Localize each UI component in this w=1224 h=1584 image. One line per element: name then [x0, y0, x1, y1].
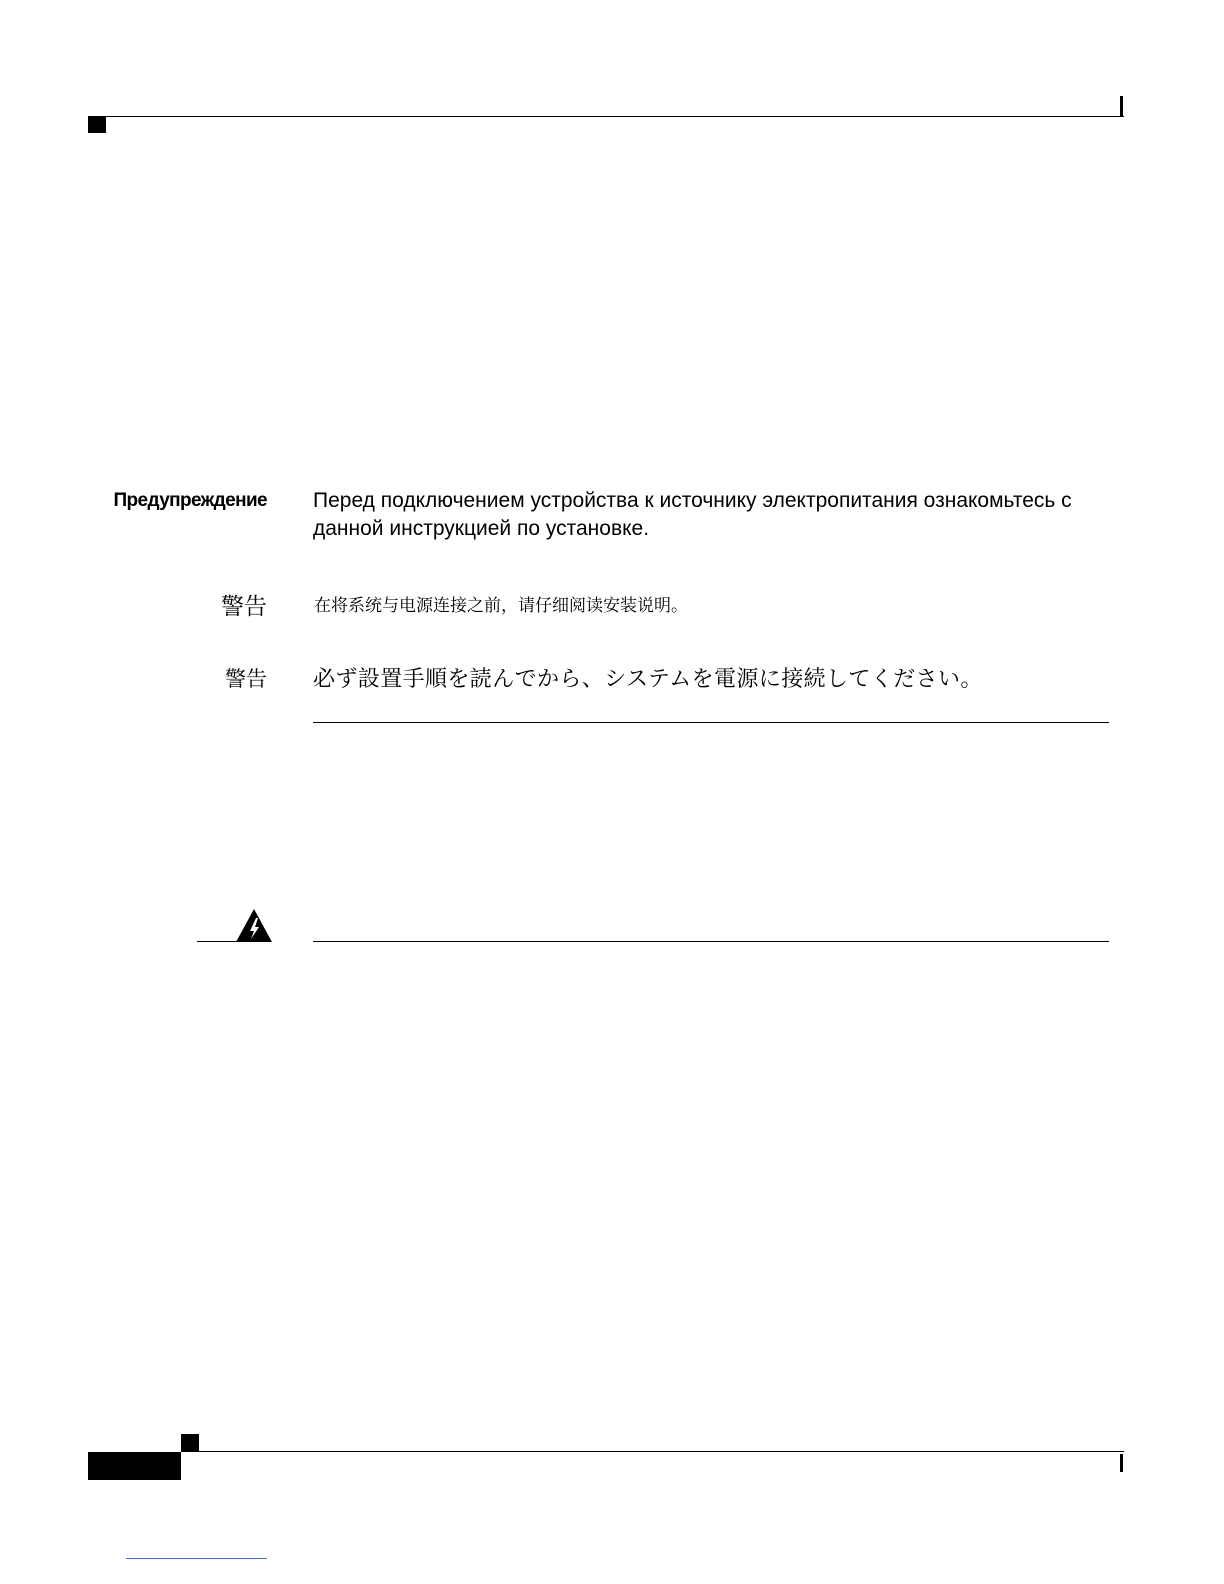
- warning-label-chinese: 警告: [221, 593, 267, 619]
- header-right-tick: [1120, 96, 1123, 116]
- header-rule: [88, 116, 1124, 117]
- footer-link-underline[interactable]: [126, 1558, 267, 1559]
- warning-icon-rule: [197, 941, 237, 942]
- footer-square-marker: [181, 1434, 199, 1451]
- warning-section-rule: [313, 941, 1109, 942]
- warning-label-japanese: 警告: [225, 668, 267, 691]
- warning-text-japanese: 必ず設置手順を読んでから、システムを電源に接続してください。: [313, 666, 983, 691]
- warning-text-russian: Перед подключением устройства к источнику электропитания ознакомьтесь с данной инструкцией по установке.: [313, 489, 1072, 540]
- footer-page-block: [88, 1452, 181, 1480]
- warning-lightning-icon: [234, 908, 274, 944]
- warning-label-russian: Предупреждение: [113, 490, 267, 511]
- warning-text-chinese: 在将系统与电源连接之前，请仔细阅读安装说明。: [314, 596, 688, 615]
- header-square-marker: [88, 117, 106, 133]
- section-divider: [313, 722, 1109, 723]
- footer-rule: [181, 1451, 1124, 1452]
- footer-right-tick: [1120, 1454, 1123, 1472]
